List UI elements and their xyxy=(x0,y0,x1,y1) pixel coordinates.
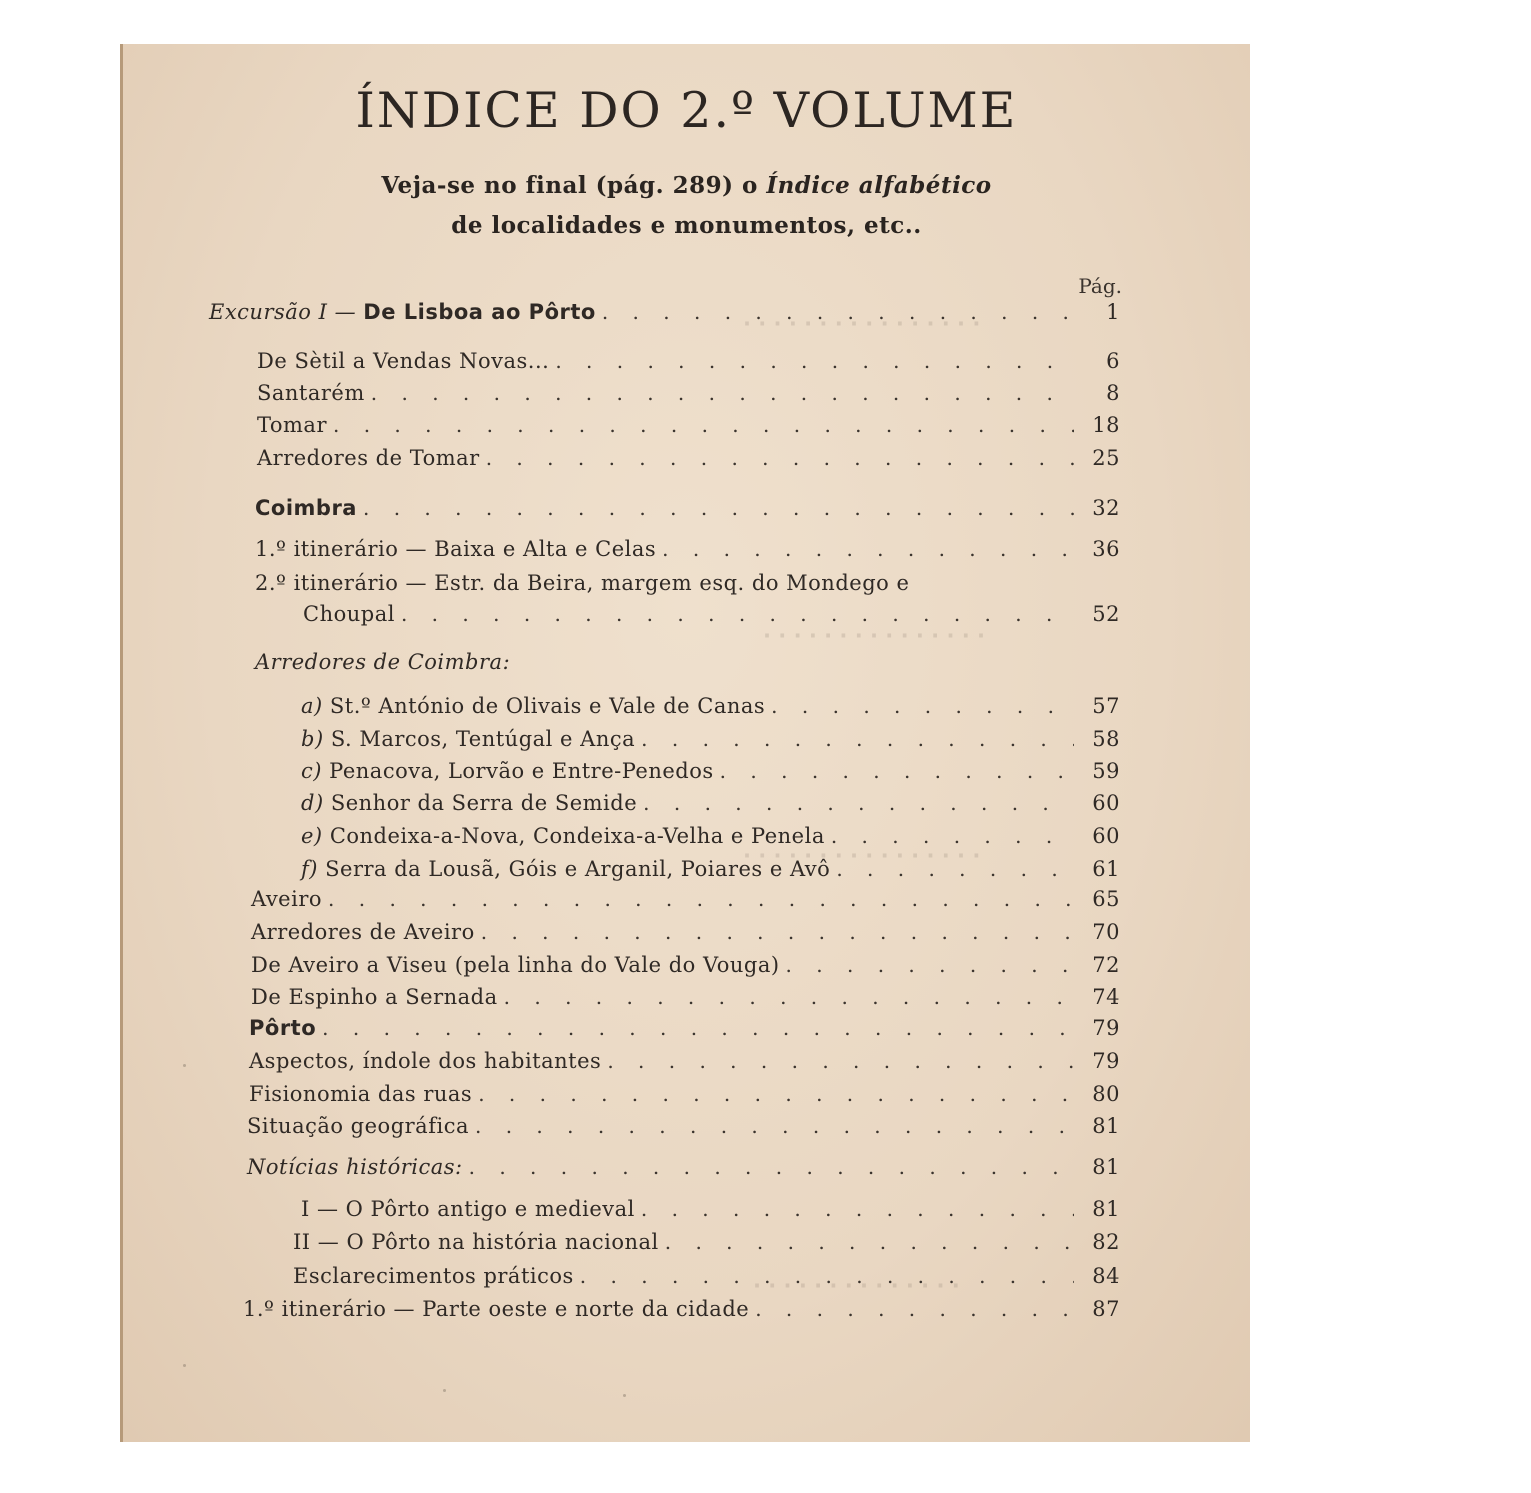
leader-dots xyxy=(328,887,1074,911)
leader-dots xyxy=(786,953,1074,977)
entry-title: Penacova, Lorvão e Entre-Penedos xyxy=(329,759,714,783)
leader-dots xyxy=(363,496,1074,520)
page-number: 79 xyxy=(1092,1049,1120,1073)
toc-entry xyxy=(303,602,1120,632)
page-number: 87 xyxy=(1092,1297,1120,1321)
toc-entry xyxy=(251,985,1120,1015)
entry-label: e) xyxy=(301,824,323,848)
entry-title: De Sètil a Vendas Novas... xyxy=(257,349,550,373)
toc-entry xyxy=(301,759,1120,789)
toc-entry xyxy=(257,413,1120,443)
leader-dots xyxy=(771,694,1074,718)
leader-dots xyxy=(643,791,1074,815)
bleed-through-text: · · · · · · · · · · · · · · · · xyxy=(743,844,981,868)
page-number: 72 xyxy=(1092,953,1120,977)
page-number: 65 xyxy=(1092,887,1120,911)
page-number: 81 xyxy=(1092,1155,1120,1179)
excursion-prefix: Excursão I — xyxy=(209,300,364,324)
paper-speck xyxy=(443,1389,446,1392)
page-number: 80 xyxy=(1092,1082,1120,1106)
paper-speck xyxy=(183,1364,186,1367)
entry-title: Notícias históricas: xyxy=(247,1155,463,1179)
entry-title: S. Marcos, Tentúgal e Ança xyxy=(330,727,636,751)
entry-label: a) xyxy=(301,694,323,718)
page-number: 84 xyxy=(1092,1264,1120,1288)
entry-title: Coimbra xyxy=(255,496,357,520)
toc-entry xyxy=(301,857,1120,887)
subtitle-text: Veja-se no final (pág. 289) o xyxy=(381,172,767,199)
entry-title: Fisionomia das ruas xyxy=(249,1082,473,1106)
excursion-name: De Lisboa ao Pôrto xyxy=(363,300,596,324)
page-number: 8 xyxy=(1106,381,1120,405)
toc-entry xyxy=(293,1230,1120,1260)
toc-entry xyxy=(251,920,1120,950)
toc-entry xyxy=(255,537,1120,567)
page-number: 52 xyxy=(1092,602,1120,626)
entry-label: f) xyxy=(301,857,318,881)
page-number: 1 xyxy=(1106,300,1120,324)
toc-entry xyxy=(301,694,1120,724)
subtitle-italic-text: Índice alfabético xyxy=(766,172,992,199)
page-number: 57 xyxy=(1092,694,1120,718)
leader-dots xyxy=(486,446,1074,470)
page-number: 74 xyxy=(1092,985,1120,1009)
leader-dots xyxy=(333,413,1074,437)
leader-dots xyxy=(469,1155,1074,1179)
page-number: 25 xyxy=(1092,446,1120,470)
entry-title: St.º António de Olivais e Vale de Canas xyxy=(329,694,766,718)
entry-title: Serra da Lousã, Góis e Arganil, Poiares e Avô xyxy=(325,857,831,881)
leader-dots xyxy=(641,727,1074,751)
entry-title: Arredores de Aveiro xyxy=(251,920,475,944)
page-number: 6 xyxy=(1106,349,1120,373)
leader-dots xyxy=(371,381,1074,405)
page-number: 61 xyxy=(1092,857,1120,881)
toc-entry-excursion xyxy=(209,300,1120,330)
entry-label: b) xyxy=(301,727,324,751)
entry-title: Aveiro xyxy=(251,887,323,911)
leader-dots xyxy=(831,824,1074,848)
leader-dots xyxy=(475,1114,1074,1138)
paper-speck xyxy=(183,1064,186,1067)
page-number: 18 xyxy=(1092,413,1120,437)
entry-title: 2.º itinerário — Estr. da Beira, margem esq. do Mondego e xyxy=(255,571,910,595)
leader-dots xyxy=(665,1230,1074,1254)
page-title: ÍNDICE DO 2.º VOLUME xyxy=(355,82,1018,139)
toc-entry xyxy=(257,446,1120,476)
entry-title: Esclarecimentos práticos xyxy=(293,1264,574,1288)
entry-title: Senhor da Serra de Semide xyxy=(330,791,638,815)
bleed-through-text: · · · · · · · · · · · · · · xyxy=(753,1274,960,1298)
page-number: 59 xyxy=(1092,759,1120,783)
entry-title: Aspectos, índole dos habitantes xyxy=(249,1049,602,1073)
toc-entry xyxy=(301,1197,1120,1227)
page-column-header: Pág. xyxy=(1078,274,1122,298)
toc-entry-section xyxy=(249,1016,1120,1046)
leader-dots xyxy=(720,759,1074,783)
entry-title: Choupal xyxy=(303,602,395,626)
page-number: 32 xyxy=(1092,496,1120,520)
toc-entry xyxy=(301,791,1120,821)
toc-entry xyxy=(243,1297,1120,1327)
leader-dots xyxy=(504,985,1074,1009)
leader-dots xyxy=(641,1197,1074,1221)
toc-entry xyxy=(249,1082,1120,1112)
leader-dots xyxy=(580,1264,1074,1288)
toc-entry-section xyxy=(255,496,1120,526)
entry-title: Situação geográfica xyxy=(247,1114,469,1138)
entry-title: II — O Pôrto na história nacional xyxy=(293,1230,659,1254)
page-number: 60 xyxy=(1092,791,1120,815)
toc-entry xyxy=(257,381,1120,411)
toc-entry xyxy=(301,824,1120,854)
leader-dots xyxy=(755,1297,1074,1321)
page-number: 60 xyxy=(1092,824,1120,848)
bleed-through-text: · · · · · · · · · · · · · · · · xyxy=(743,312,981,336)
page-number: 79 xyxy=(1092,1016,1120,1040)
leader-dots xyxy=(322,1016,1074,1040)
page-number: 36 xyxy=(1092,537,1120,561)
entry-label: c) xyxy=(301,759,322,783)
toc-entry xyxy=(247,1155,1120,1185)
entry-title: De Espinho a Sernada xyxy=(251,985,498,1009)
book-page xyxy=(120,44,1250,1442)
section-heading: Arredores de Coimbra: xyxy=(255,650,511,674)
toc-entry xyxy=(293,1264,1120,1294)
page-number: 58 xyxy=(1092,727,1120,751)
entry-title: Pôrto xyxy=(249,1016,317,1040)
page-number: 81 xyxy=(1092,1114,1120,1138)
bleed-through-text: · · · · · · · · · · · · · · · xyxy=(763,624,986,648)
page-number: 82 xyxy=(1092,1230,1120,1254)
toc-entry xyxy=(249,1049,1120,1079)
leader-dots xyxy=(607,1049,1074,1073)
toc-entry xyxy=(251,887,1120,917)
leader-dots xyxy=(555,349,1074,373)
entry-title: I — O Pôrto antigo e medieval xyxy=(301,1197,635,1221)
leader-dots xyxy=(478,1082,1074,1106)
entry-label: d) xyxy=(301,791,324,815)
leader-dots xyxy=(481,920,1074,944)
paper-speck xyxy=(623,1394,626,1397)
entry-title: Tomar xyxy=(257,413,327,437)
subtitle-line-2: de localidades e monumentos, etc.. xyxy=(451,212,922,239)
entry-title: Arredores de Tomar xyxy=(257,446,480,470)
toc-entry xyxy=(251,953,1120,983)
leader-dots xyxy=(401,602,1074,626)
entry-title: Santarém xyxy=(257,381,365,405)
subtitle-line-1 xyxy=(123,172,1250,199)
entry-title: De Aveiro a Viseu (pela linha do Vale do Vouga) xyxy=(251,953,780,977)
toc-entry xyxy=(247,1114,1120,1144)
page-number: 70 xyxy=(1092,920,1120,944)
leader-dots xyxy=(836,857,1074,881)
toc-entry xyxy=(257,349,1120,379)
page-number: 81 xyxy=(1092,1197,1120,1221)
leader-dots xyxy=(602,300,1074,324)
toc-entry xyxy=(301,727,1120,757)
entry-title: 1.º itinerário — Baixa e Alta e Celas xyxy=(255,537,657,561)
entry-title: Condeixa-a-Nova, Condeixa-a-Velha e Penela xyxy=(329,824,825,848)
leader-dots xyxy=(662,537,1074,561)
entry-title: 1.º itinerário — Parte oeste e norte da cidade xyxy=(243,1297,750,1321)
